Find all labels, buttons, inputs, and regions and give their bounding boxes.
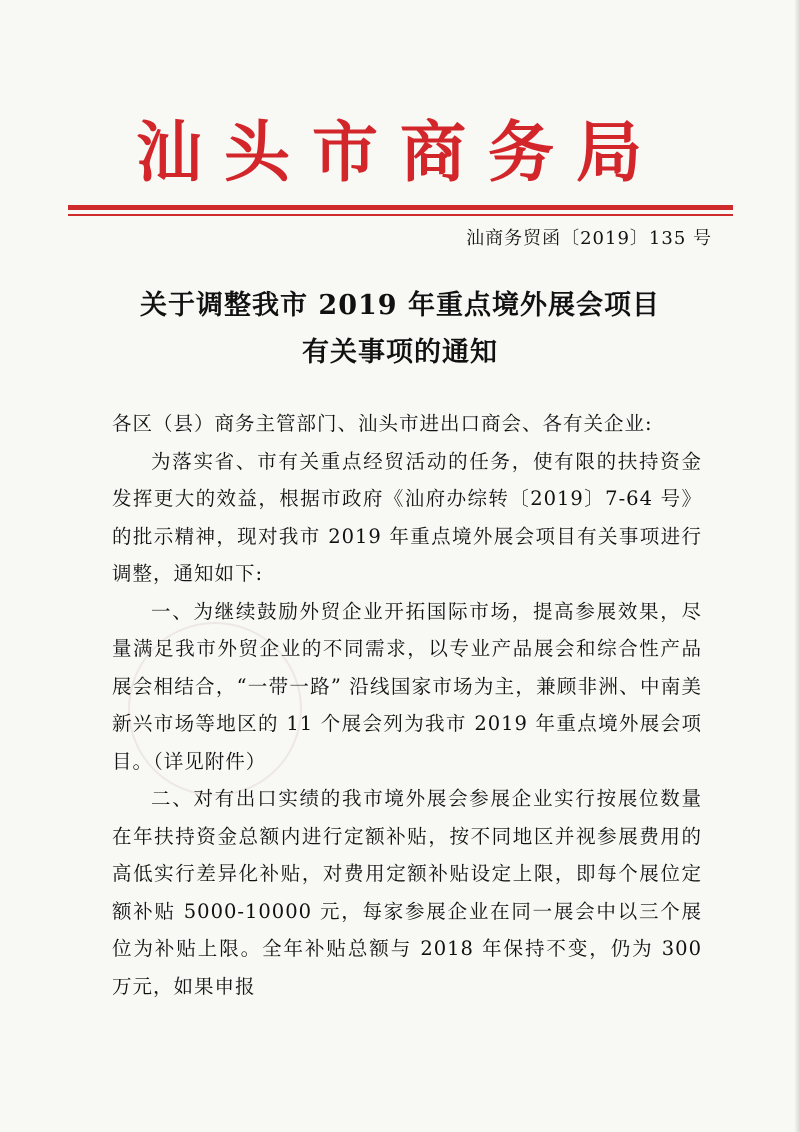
salutation: 各区（县）商务主管部门、汕头市进出口商会、各有关企业: [112,412,653,435]
document-body [112,405,702,1005]
organization-header: 汕头市商务局 [136,113,664,191]
document-number: 汕商务贸函〔2019〕135 号 [466,228,712,249]
document-title [0,282,800,376]
title-line-1: 关于调整我市 2019 年重点境外展会项目 [140,290,660,321]
title-line-2: 有关事项的通知 [302,337,498,368]
paragraph-intro: 为落实省、市有关重点经贸活动的任务，使有限的扶持资金发挥更大的效益，根据市政府《汕府办综转〔2019〕7-64 号》的批示精神，现对我市 2019 年重点境外展会项目有关事项进行调整，通知如下: [112,449,702,585]
paragraph-item-2: 二、对有出口实绩的我市境外展会参展企业实行按展位数量在年扶持资金总额内进行定额补贴，按不同地区并视参展费用的高低实行差异化补贴，对费用定额补贴设定上限，即每个展位定额补贴 5000-10000 元，每家参展企业在同一展会中以三个展位为补贴上限。全年补贴总额与 2018 年保持不变，仍为 300 万元，如果申报 [112,787,702,998]
header-rule-thick [68,205,733,210]
paragraph-item-1: 一、为继续鼓励外贸企业开拓国际市场，提高参展效果，尽量满足我市外贸企业的不同需求，以专业产品展会和综合性产品展会相结合，“一带一路” 沿线国家市场为主，兼顾非洲、中南美新兴市场等地区的 11 个展会列为我市 2019 年重点境外展会项目。（详见附件） [112,599,702,773]
header-rule-thin [68,214,733,216]
